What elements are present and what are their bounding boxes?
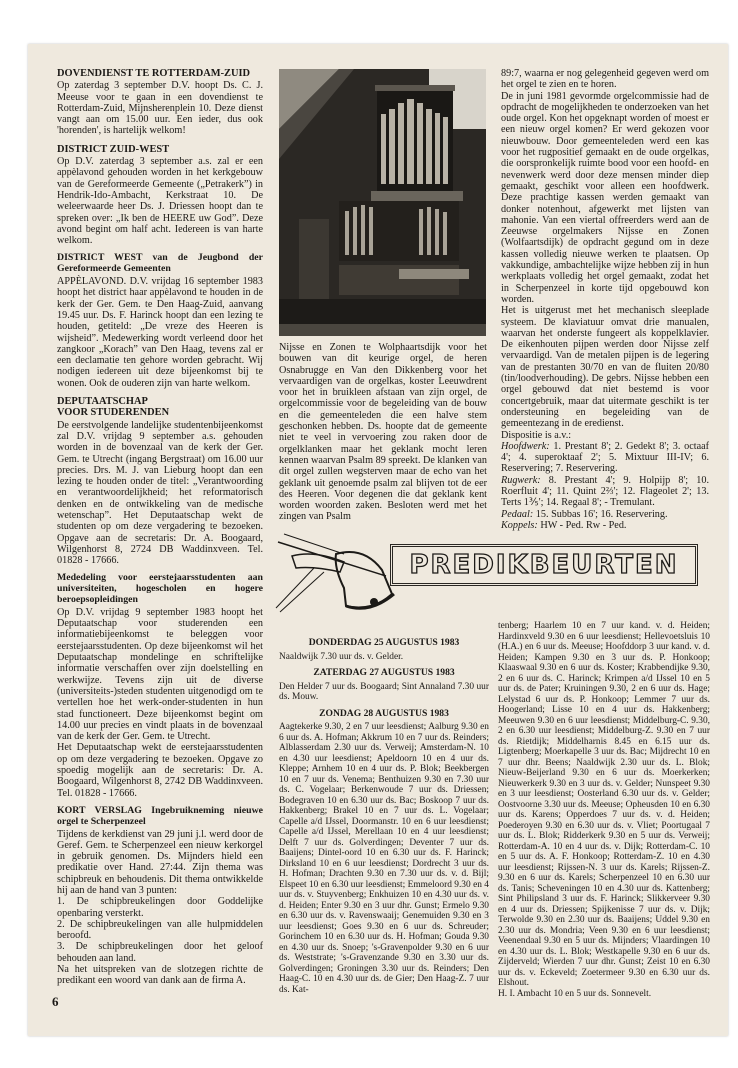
label-hoofdwerk: Hoofdwerk: xyxy=(501,440,550,452)
text-zondag-cont: tenberg; Haarlem 10 en 7 uur kand. v. d. Heiden; Hardinxveld 9.30 en 6 uur leesdienst; Hellevoetsluis 10 (H.A.) en 6 uur ds. Meeuse; Hoofddorp 3 uur kand. v. d. Heiden; Kampen 9.30 en 3 uur ds. P. Honkoop; Klaaswaal 9.30 en 6 uur ds. Koster; Krabbendijke 9.30, 2 en 6 uur ds. C. Harinck; Krimpen a/d IJssel 10 en 5 uur ds. de Pater; Kruiningen 9.30, 2 en 6 uur ds. Hage; Lelystad 6 uur ds. P. Honkoop; Lemmer 7 uur ds. Hoogerland; Lisse 10 en 4 uur ds. Hakkenberg; Meeuwen 9.30 en 6 uur leesdienst; Middelburg-C. 9.30, 2 en 6.30 uur leesdienst; Middelburg-Z. 9.30 en 7 uur ds. Rietdijk; Middelharnis 8.45 en 6.15 uur ds. Ligtenberg; Moerkapelle 3 uur ds. Bac; Mijdrecht 10 en 7 uur dhr. Beens; Naaldwijk 2.30 uur ds. L. Blok; Nieuw-Beijerland 9.30 en 6 uur ds. Moerkerken; Nieuwerkerk 9.30 en 3 uur ds. v. Gelder; Nunspeet 9.30 en 3 uur leesdienst; Oosterland 6.30 uur ds. v. Gelder; Oostvoorne 3.30 uur ds. Meeuse; Opheusden 10 en 6.30 uur ds. Karens; Opperdoes 7 uur ds. v. d. Heiden; Poederoyen 9.30 en 6.30 uur ds. v. Vliet; Poortugaal 7 uur ds. L. Blok; Ridderkerk 9.30 en 5 uur ds. Verweij; Rotterdam-A. 10 en 4 uur ds. v. Dijk; Rotterdam-C. 10 en 5 uur ds. A. F. Honkoop; Rotterdam-Z. 10 en 4.30 uur leesdienst; Rijssen-N. 3 uur ds. Karels; Rijssen-Z. 9.30 en 6 uur ds. Karels; Scherpenzeel 10 en 6.30 uur ds. Tanis; Scheveningen 10 en 4.30 uur ds. Kattenberg; Sint Philipsland 3 uur ds. F. Harinck; Slikkerveer 9.30 en 4 uur ds. Driessen; Spijkenisse 7 uur ds. v. Dijk; Terwolde 9.30 en 2.30 uur ds. Baaijens; Uddel 9.30 en 2.30 uur ds. Mondria; Veen 9.30 en 6 uur leesdienst; Veenendaal 9.30 en 5 uur ds. Mijnders; Vlaardingen 10 en 4.30 uur ds. L. Blok; Westkapelle 9.30 en 6 uur ds. Zijderveld; Wierden 7 uur dhr. Gunst; Zeist 10 en 6.30 uur ds. v. Eckeveld; Zoetermeer 9.30 en 6.30 uur ds. Elshout. xyxy=(498,621,710,988)
heading-dovendienst: DOVENDIENST TE ROTTERDAM-ZUID xyxy=(57,68,251,79)
value-pedaal: 15. Subbas 16'; 16. Reservering. xyxy=(533,508,668,520)
text-zondag: Aagtekerke 9.30, 2 en 7 uur leesdienst; Aalburg 9.30 en 6 uur ds. A. Hofman; Akkrum 10 en 7 uur ds. Reinders; Alblasserdam 2.30 uur ds. Verweij; Amsterdam-N. 10 en 4.30 uur leesdienst; Apeldoorn 10 en 4 uur ds. Kleppe; Arnhem 10 en 4 uur ds. P. Blok; Beekbergen 10 en 7 uur ds. Venema; Benthuizen 9.30 en 7.30 uur ds. C. Vogelaar; Berkenwoude 7 uur ds. Driessen; Bodegraven 10 en 6.30 uur ds. Bac; Boskoop 7 uur ds. Hakkenberg; Brakel 10 en 7 uur ds. L. Vogelaar; Capelle a/d IJssel, Doormanstr. 10 en 6 uur leesdienst; Capelle a/d IJssel, Merellaan 10 en 4 uur leesdienst; Delft 7 uur ds. Golverdingen; Deventer 7 uur ds. Baaijens; Dintel-oord 10 en 6.30 uur ds. F. Harinck; Dirksland 10 en 6 uur leesdienst; Dordrecht 3 uur ds. H. Hofman; Drachten 9.30 en 7.30 uur ds. v. d. Bijl; Elspeet 10 en 6.30 uur leesdienst; Emmeloord 9.30 en 4 uur ds. v. Stuyvenberg; Enkhuizen 10 en 4.30 uur ds. v. d. Heiden; Enter 9.30 en 3 uur dhr. Gunst; Ermelo 9.30 en 6.30 uur ds. v. Ravenswaaij; Genemuiden 9.30 en 3 uur leesdienst; Goes 9.30 en 6 uur ds. Schreuder; Gorinchem 10 en 6.30 uur ds. H. Hofman; Gouda 9.30 en 4.30 uur ds. Snoep; 's-Gravenpolder 9.30 en 6 uur ds. Weststrate; 's-Gravenzande 9.30 en 3.30 uur ds. Golverdingen; Groningen 3.30 uur ds. Reinders; Den Haag-C. 10 en 4.30 uur ds. de Gier; Den Haag-Z. 7 uur ds. Kat- xyxy=(279,722,489,995)
predikbeurten-banner xyxy=(274,528,710,616)
banner-title-box xyxy=(390,544,698,586)
text-col3-2: De in juni 1981 gevormde orgelcommissie had de opdracht de mogelijkheden te onderzoeken van het oude orgel. Kon het opgeknapt worden of moest er een nieuw orgel komen? Er werd gekozen voor nieuwbouw. Door gemeenteleden werd een kas voor het rugpositief gemaakt en de oude orgelkas, die oorspronkelijk ruimte bood voor een hoofd- en nevenwerk werd door deze mensen minder diep gemaakt, geschikt voor alleen een hoofdwerk. Deze prachtige kassen werden gemaakt van donker notenhout, afgewerkt met lijsten van mahonie. Van een viertal offreerders werd aan de Zeeuwse orgelmakers Nijsse en Zonen (Wolfaartsdijk) de opdracht gegund om in deze kassen volledig nieuwe werken te plaatsen. Op vakkundige, ambachtelijke wijze hebben zij in hun werkplaats volledig het orgel gemaakt, zodat het in Scherpenzeel in korte tijd opgebouwd kon worden. xyxy=(501,90,709,305)
column-left xyxy=(57,68,263,987)
label-pedaal: Pedaal: xyxy=(501,508,534,520)
heading-deputaatschap-2: VOOR STUDERENDEN xyxy=(57,407,170,419)
column-middle-text xyxy=(279,342,487,523)
banner-title: PREDIKBEURTEN xyxy=(409,550,679,580)
text-deputaatschap: De eerstvolgende landelijke studentenbijeenkomst zal D.V. vrijdag 9 september a.s. gehouden worden in de bovenzaal van de kerk der Ger. Gem. te Utrecht (ingang Bergstraat) om 16.00 uur precies. Drs. M. J. van Lieburg hoopt dan een lezing te houden onder de titel: „Verantwoording en verantwoordelijkheid; het reformatorisch denken en de ontwikkeling van de medische wetenschap”. Het Deputaatschap wekt de studenten op om deze vergadering te bezoeken. Opgave aan de secretaris: Dr. A. Boogaard, Wilgenhorst 8, 2724 DB Waddinxveen. Tel. 01828 - 17666. xyxy=(57,419,263,567)
text-col3-1: 89:7, waarna er nog gelegenheid gegeven werd om het orgel te zien en te horen. xyxy=(501,68,709,91)
services-column-b xyxy=(498,621,710,999)
services-column-a xyxy=(279,632,489,995)
heading-zaterdag: ZATERDAG 27 AUGUSTUS 1983 xyxy=(313,667,455,678)
text-ambacht: H. I. Ambacht 10 en 5 uur ds. Sonnevelt. xyxy=(498,988,652,999)
text-eerstejaars-1: Op D.V. vrijdag 9 september 1983 hoopt het Deputaatschap voor studerenden een informatiebijeenkomst te beleggen voor eerstejaarsstudenten. Op deze bijeenkomst wil het Deputaatschap mondelinge en schriftelijke informatie verschaffen over zijn doelstelling en werkwijze. Tevens zijn uit de diverse (universiteits-)steden studenten uitgenodigd om te vertellen hoe het werk-onder-studenten in hun stad functioneert. Deze bijeenkomst begint om 14.00 uur precies en vindt plaats in de bovenzaal van de kerk der Ger. Gem. te Utrecht. xyxy=(57,606,263,743)
text-col2: Nijsse en Zonen te Wolphaartsdijk voor het bouwen van dit keurige orgel, de heren Osnabrugge en Van den Dikkenberg voor het vervaardigen van de orgelkas, koster Leeuwdrent voor het in bruikleen afstaan van zijn orgel, de orgelcommissie voor de begeleiding van de bouw en die gemeenteleden die een halve stem geschonken hebben. Ds. hoopte dat de gemeente niet te veel in vervoering zou raken door de orgelklanken maar het geklank mocht leren kennen waarvan Psalm 89 spreekt. De klanken van dit orgel zullen wegsterven maar de echo van het geklank uit genoemde psalm zal blijven tot de eer des Heeren. Voor degenen die dat geklank kent worden woorden zaken. Besloten werd met het zingen van Psalm xyxy=(279,342,487,523)
organ-photo xyxy=(279,69,486,336)
text-district-zuid-west: Op D.V. zaterdag 3 september a.s. zal er een appèlavond gehouden worden in het kerkgebouw van de Gereformeerde Gemeente („Petrakerk”) in Hendrik-Ido-Ambacht, Kerkstraat 10. De weleerwaarde heer Ds. J. Driessen hoopt dan te spreken over: „Ik ben de HEERE uw God”. Deze avond begint om half acht. Iedereen is van harte welkom. xyxy=(57,156,263,247)
text-rugwerk xyxy=(501,475,709,509)
text-pedaal xyxy=(501,509,709,520)
organ-illustration xyxy=(279,69,486,336)
newspaper-page xyxy=(28,44,728,1036)
heading-district-west: DISTRICT WEST van de Jeugbond der Gereformeerde Gemeenten xyxy=(57,252,263,275)
heading-eerstejaars: Mededeling voor eerstejaarsstudenten aan universiteiten, hogescholen en hogere beroepsopleidingen xyxy=(57,572,263,606)
bell-icon xyxy=(274,528,404,616)
text-dovendienst: Op zaterdag 3 september D.V. hoopt Ds. C. J. Meeuse voor te gaan in een dovendienst te Rotterdam-Zuid, Mijnsherenplein 10. Deze dienst vangt aan om 15.00 uur. Een ieder, dus ook 'horenden', is hartelijk welkom! xyxy=(57,80,263,137)
label-rugwerk: Rugwerk: xyxy=(501,474,541,486)
heading-kort-verslag: KORT VERSLAG Ingebruikneming nieuwe orgel te Scherpenzeel xyxy=(57,804,263,827)
text-kort-verslag-2: Na het uitspreken van de slotzegen richtte de predikant een woord van dank aan de firma A. xyxy=(57,964,263,987)
text-point-1: 1. De schipbreukelingen door Goddelijke openbaring versterkt. xyxy=(57,896,263,919)
value-hoofdwerk: 1. Prestant 8'; 2. Gedekt 8'; 3. octaaf 4'; 4. superoktaaf 2'; 5. Mixtuur III-IV; 6. Reservering; 7. Reservering. xyxy=(501,440,709,475)
text-col3-3: Het is uitgerust met het mechanisch sleeplade systeem. De klaviatuur omvat drie manualen, waarvan het onderste fungeert als koppelklavier. De eikenhouten pijpen werden door Nijsse zelf vervaardigd. Van de metalen pijpen is de legering van de prestanten 30/70 en van de fluiten 20/80 (tin/loodverhouding). De gebrs. Nijsse hebben een orgel gebouwd dat niet bestemd is voor concertgebruik, maar dat uitermate geschikt is ter ondersteuning en begeleiding van de gemeentezang in de eredienst. xyxy=(501,305,709,430)
text-point-3: 3. De schipbreukelingen door het geloof behouden aan land. xyxy=(57,941,263,964)
text-point-2: 2. De schipbreukelingen van alle hulpmiddelen beroofd. xyxy=(57,918,263,942)
heading-zondag: ZONDAG 28 AUGUSTUS 1983 xyxy=(319,707,449,719)
page-number: 6 xyxy=(52,994,59,1009)
heading-district-zuid-west: DISTRICT ZUID-WEST xyxy=(57,143,170,155)
heading-donderdag: DONDERDAG 25 AUGUSTUS 1983 xyxy=(308,637,460,648)
text-kort-verslag: Tijdens de kerkdienst van 29 juni j.l. werd door de Geref. Gem. te Scherpenzeel een nieuw kerkorgel in gebruik genomen. Ds. Mijnders hield een predikatie over Hand. 27:44. Zijn thema was schipbreuk en behoudenis. Dit thema ontwikkelde hij aan de hand van 3 punten: xyxy=(57,828,263,896)
heading-deputaatschap-1: DEPUTAATSCHAP xyxy=(57,396,148,408)
column-right xyxy=(501,68,709,531)
value-rugwerk: 8. Prestant 4'; 9. Holpijp 8'; 10. Roerfluit 4'; 11. Quint 2⅔'; 12. Flageolet 2'; 13. Terts 1⅗'; 14. Regaal 8'; - Tremulant. xyxy=(501,474,709,509)
value-koppels: HW - Ped. Rw - Ped. xyxy=(537,519,627,531)
text-donderdag: Naaldwijk 7.30 uur ds. v. Gelder. xyxy=(279,651,404,662)
label-koppels: Koppels: xyxy=(501,519,538,531)
text-zaterdag: Den Helder 7 uur ds. Boogaard; Sint Annaland 7.30 uur ds. Mouw. xyxy=(279,681,489,702)
text-dispositie: Dispositie is a.v.: xyxy=(501,429,572,441)
text-district-west: APPÈLAVOND. D.V. vrijdag 16 september 1983 hoopt het district haar appèlavond te houden in de kerk der Ger. Gem. te Den Haag-Zuid, aanvang 19.45 uur. Ds. F. Harinck hoopt dan een lezing te houden, getiteld: „De vreze des Heeren is wijsheid”. Medewerking wordt verleend door het zangkoor „Korach” van Den Haag, tevens zal er een declamatie ten gehore worden gebracht. Wij nodigen iedereen uit deze bijeenkomst bij te wonen. Ook de ouderen zijn van harte welkom. xyxy=(57,276,263,389)
text-hoofdwerk xyxy=(501,441,709,475)
text-eerstejaars-2: Het Deputaatschap wekt de eerstejaarsstudenten op om deze vergadering te bezoeken. Opgave zo spoedig mogelijk aan de secretaris: Dr. A. Boogaard, Wilgenhorst 8, 2742 DB Waddinxveen. Tel. 01828 - 17666. xyxy=(57,742,263,799)
